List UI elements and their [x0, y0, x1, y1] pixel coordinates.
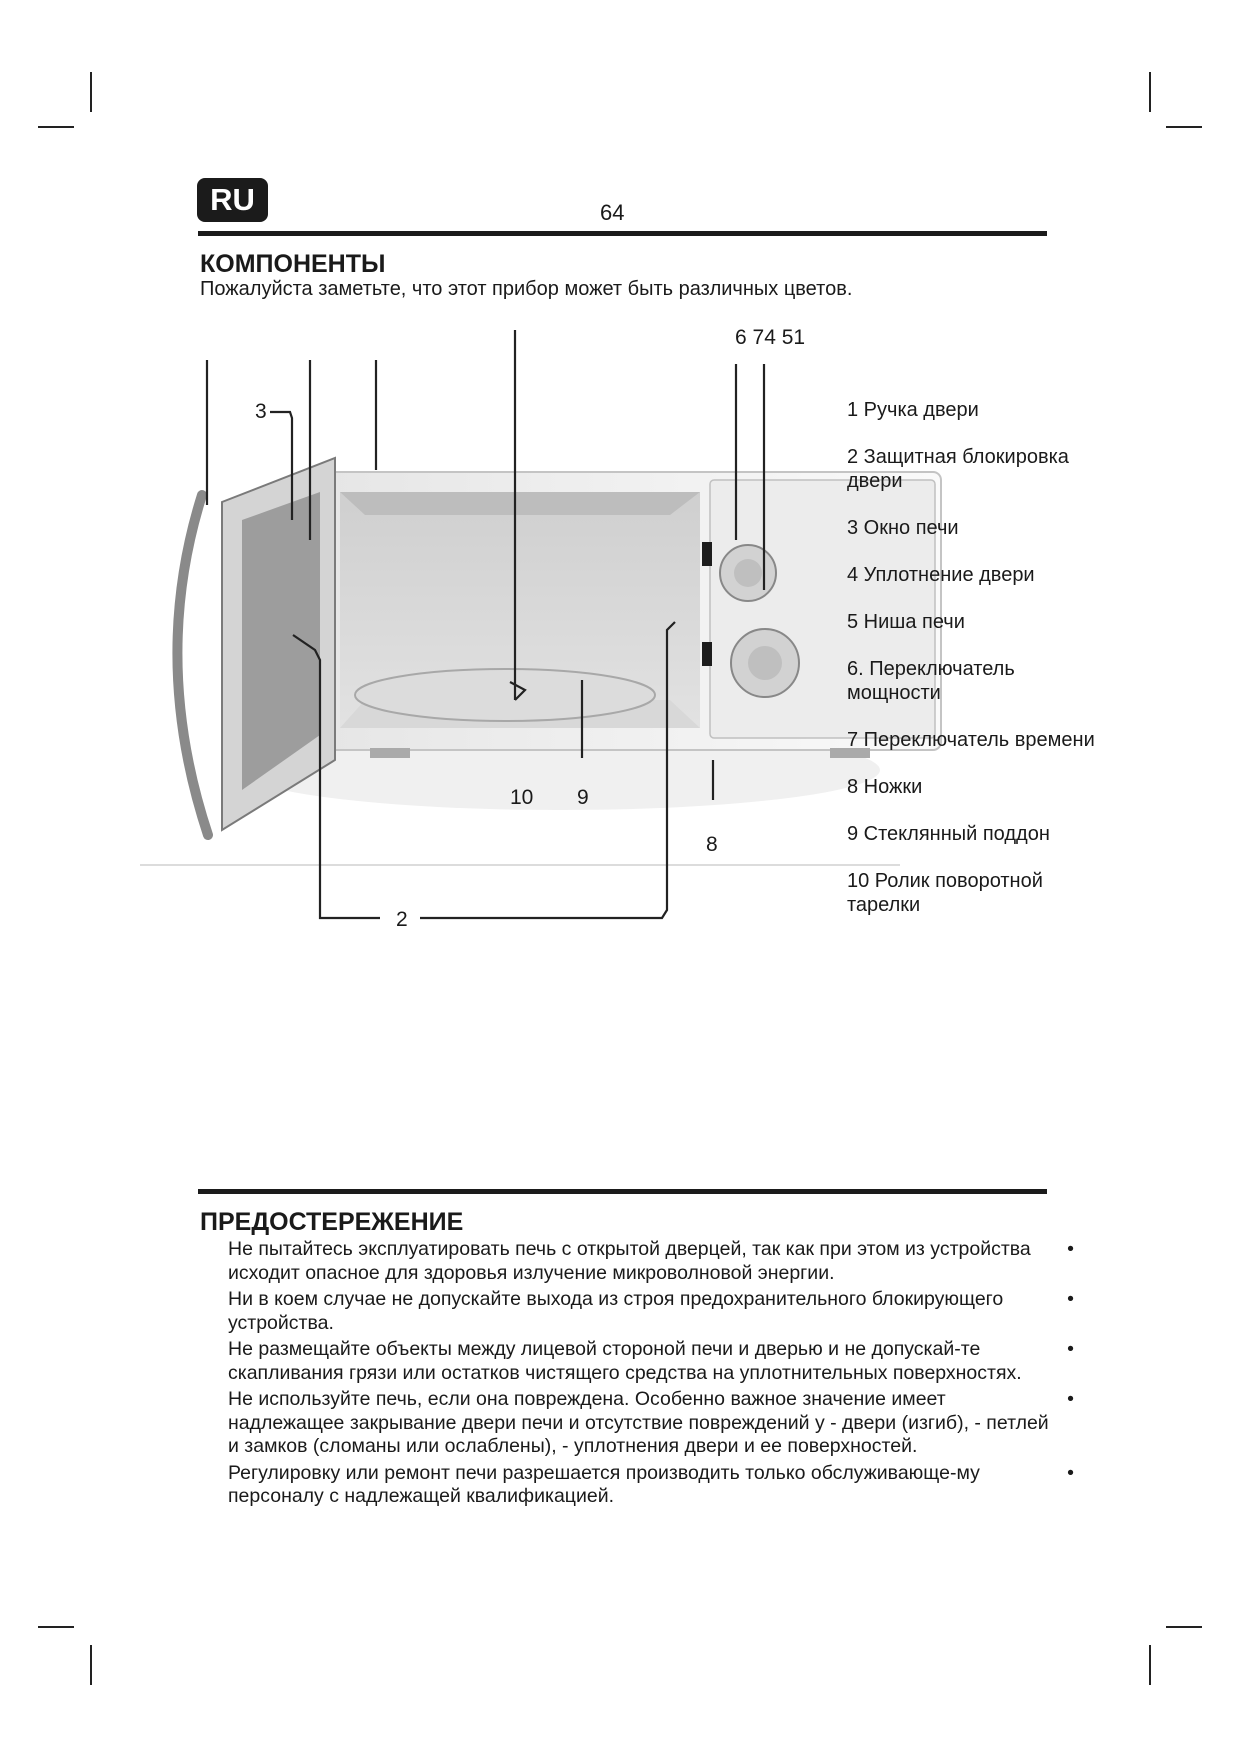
warning-item — [228, 1461, 1074, 1509]
warning-text: Ни в коем случае не допускайте выхода из строя предохранительного блокирующего устройства. — [228, 1288, 1004, 1334]
warning-list — [228, 1238, 1074, 1512]
crop-mark — [38, 1626, 74, 1628]
callout-2: 2 — [396, 908, 408, 931]
components-note: Пожалуйста заметьте, что этот прибор может быть различных цветов. — [200, 278, 853, 300]
components-title: КОМПОНЕНТЫ — [200, 250, 386, 278]
callout-10: 10 — [510, 786, 534, 809]
crop-mark — [1149, 72, 1151, 112]
crop-mark — [1166, 126, 1202, 128]
warning-item — [228, 1288, 1074, 1335]
warning-item — [228, 1238, 1074, 1285]
bullet: • — [1067, 1338, 1074, 1360]
page-number: 64 — [600, 200, 625, 225]
legend-item: 1 Ручка двери — [847, 399, 979, 421]
section-rule — [198, 231, 1047, 236]
crop-mark — [38, 126, 74, 128]
warning-item — [228, 1338, 1074, 1385]
callout-9: 9 — [577, 786, 589, 809]
warning-text: Регулировку или ремонт печи разрешается производить только обслуживающе-му персоналу с надлежащей квалификацией. — [228, 1461, 980, 1507]
bullet: • — [1067, 1238, 1074, 1260]
legend-item: 5 Ниша печи — [847, 611, 965, 633]
callout-3: 3 — [255, 400, 267, 423]
legend-item: 6. Переключатель мощности — [847, 658, 1015, 704]
legend-item: 9 Стеклянный поддон — [847, 823, 1050, 845]
warning-title: ПРЕДОСТЕРЕЖЕНИЕ — [200, 1208, 464, 1236]
component-legend — [847, 398, 1107, 917]
legend-item: 8 Ножки — [847, 776, 923, 798]
legend-item: 10 Ролик поворотной тарелки — [847, 870, 1043, 916]
legend-item: 4 Уплотнение двери — [847, 564, 1035, 586]
microwave-figure — [130, 326, 950, 970]
callout-top-numbers: 6 74 51 — [735, 326, 806, 349]
crop-mark — [90, 72, 92, 112]
warning-text: Не пытайтесь эксплуатировать печь с открытой дверцей, так как при этом из устройства исходит опасное для здоровья излучение микроволновой энергии. — [228, 1238, 1031, 1284]
legend-item: 3 Окно печи — [847, 517, 959, 539]
language-badge: RU — [197, 178, 268, 222]
section-rule — [198, 1189, 1047, 1194]
bullet: • — [1067, 1388, 1074, 1410]
microwave-illustration — [130, 330, 950, 970]
legend-item: 2 Защитная блокировка двери — [847, 446, 1069, 492]
legend-item: 7 Переключатель времени — [847, 729, 1095, 751]
bullet: • — [1067, 1288, 1074, 1310]
warning-item — [228, 1388, 1074, 1459]
crop-mark — [1166, 1626, 1202, 1628]
warning-text: Не используйте печь, если она повреждена. Особенно важное значение имеет надлежащее закрывание двери печи и отсутствие повреждений у - двери (изгиб), - петлей и замков (сломаны или ослаблены), - уплотнения двери и ее поверхностей. — [228, 1388, 1049, 1457]
crop-mark — [1149, 1645, 1151, 1685]
callout-8: 8 — [706, 833, 718, 856]
crop-mark — [90, 1645, 92, 1685]
bullet: • — [1067, 1461, 1074, 1484]
warning-text: Не размещайте объекты между лицевой стороной печи и дверью и не допускай-те скапливания грязи или остатков чистящего средства на уплотнительных поверхностях. — [228, 1338, 1022, 1384]
